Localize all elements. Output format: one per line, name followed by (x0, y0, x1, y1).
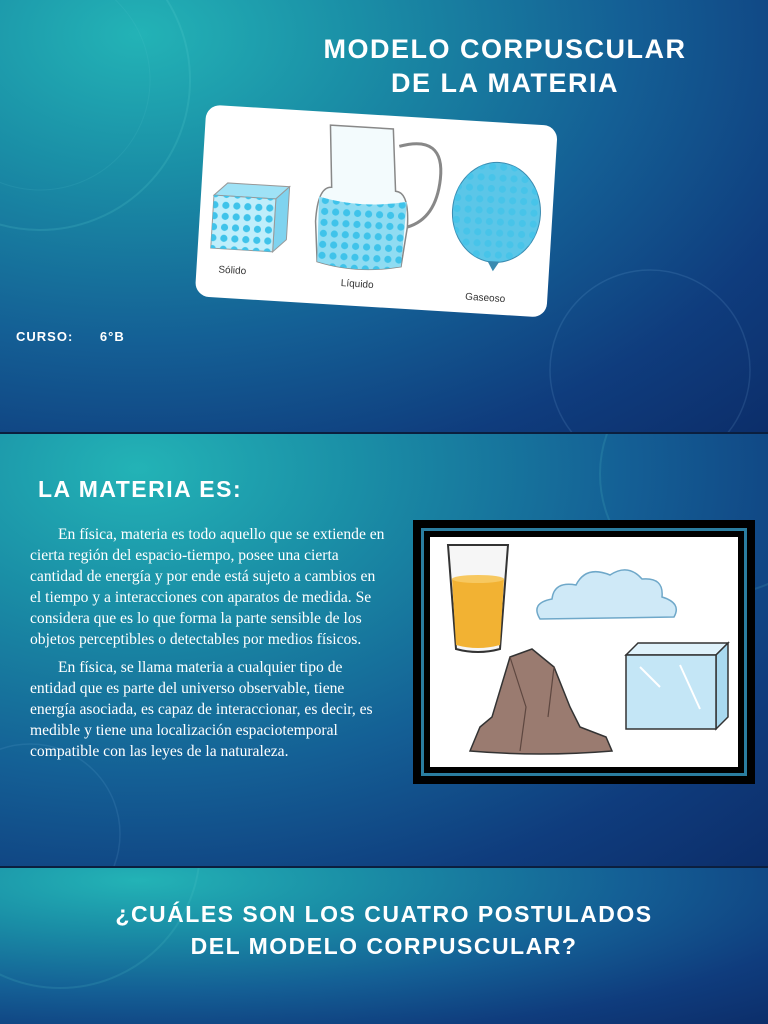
slide-title (0, 0, 768, 432)
question-heading (60, 898, 708, 962)
states-of-matter-image (0, 0, 768, 432)
label-liquid: Líquido (340, 278, 374, 292)
section-heading: LA MATERIA ES: (38, 476, 243, 502)
course-label: CURSO: (16, 329, 74, 344)
course-value: 6°B (99, 329, 125, 344)
cloud-icon (537, 570, 676, 619)
label-gas: Gaseoso (464, 291, 506, 306)
matter-examples-image (413, 520, 755, 784)
title-line-1: MODELO CORPUSCULAR (323, 34, 687, 64)
ice-cube-icon (626, 643, 728, 729)
label-solid: Sólido (218, 264, 247, 278)
course-info (16, 329, 125, 344)
definition-paragraph-1: En física, materia es todo aquello que se extiende en cierta región del espacio-tiempo, posee una cierta cantidad de energía y por ende está sujeto a cambios en el tiempo y a interacciones con aparatos de medida. Se considera que es lo que forma la parte sensible de los objetos perceptibles o detectables por medios físicos. (30, 526, 385, 648)
question-line-2: DEL MODELO CORPUSCULAR? (190, 933, 578, 959)
solid-cube-icon (211, 182, 290, 252)
title-line-2: DE LA MATERIA (391, 68, 619, 98)
definition-text (30, 524, 390, 769)
rock-icon (470, 649, 612, 754)
matter-examples-illustration (430, 537, 738, 767)
question-line-1: ¿CUÁLES SON LOS CUATRO POSTULADOS (115, 901, 653, 927)
definition-paragraph-2: En física, se llama materia a cualquier tipo de entidad que es parte del universo observable, tiene energía asociada, es capaz de interaccionar, es decir, es medible y tiene una localización espaciotemporal compatible con las leyes de la naturaleza. (30, 659, 373, 760)
juice-glass-icon (448, 545, 508, 652)
